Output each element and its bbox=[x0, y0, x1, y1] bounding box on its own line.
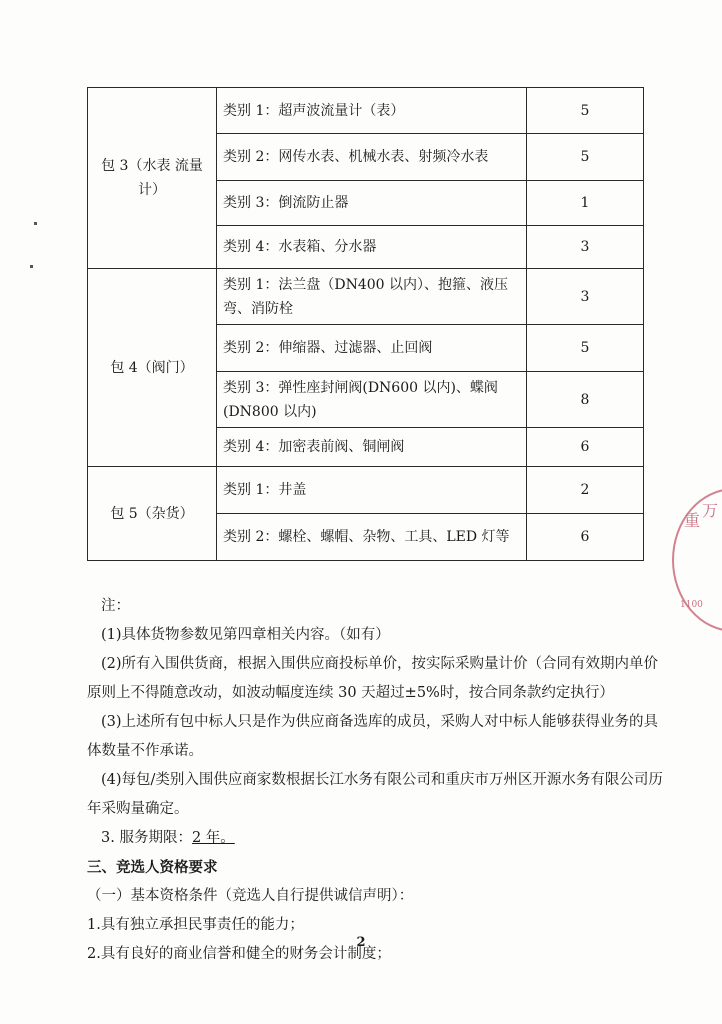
category-cell: 类别 1：法兰盘（DN400 以内）、抱箍、液压弯、消防栓 bbox=[217, 269, 527, 325]
count-cell: 5 bbox=[527, 88, 644, 134]
count-cell: 3 bbox=[527, 226, 644, 269]
seal-char: 万 bbox=[702, 501, 719, 520]
scan-speck bbox=[30, 265, 33, 268]
note-item: (2)所有入围供货商，根据入围供应商投标单价，按实际采购量计价（合同有效期内单价原则上不得随意改动，如波动幅度连续 30 天超过±5%时，按合同条款约定执行） bbox=[87, 656, 659, 701]
note-item: (4)每包/类别入围供应商家数根据长江水务有限公司和重庆市万州区开源水务有限公司历年采购量确定。 bbox=[87, 772, 663, 817]
package-name: 包 3（水表 流量计） bbox=[88, 88, 217, 269]
count-cell: 5 bbox=[527, 325, 644, 372]
count-cell: 5 bbox=[527, 134, 644, 181]
service-label: 3. 服务期限： bbox=[101, 830, 192, 846]
subsection-title: （一）基本资格条件（竞选人自行提供诚信声明）： bbox=[87, 888, 414, 904]
section-title: 三、竞选人资格要求 bbox=[87, 859, 218, 876]
seal-char: 重 bbox=[684, 511, 701, 530]
package-name: 包 4（阀门） bbox=[88, 269, 217, 467]
package-table bbox=[87, 87, 644, 561]
category-cell: 类别 3：弹性座封闸阀(DN600 以内)、蝶阀(DN800 以内) bbox=[217, 372, 527, 428]
count-cell: 8 bbox=[527, 372, 644, 428]
note-item: (1)具体货物参数见第四章相关内容。（如有） bbox=[101, 627, 390, 643]
count-cell: 6 bbox=[527, 428, 644, 467]
category-cell: 类别 4：加密表前阀、铜闸阀 bbox=[217, 428, 527, 467]
category-cell: 类别 3：倒流防止器 bbox=[217, 181, 527, 226]
page-number: 2 bbox=[356, 935, 366, 950]
count-cell: 6 bbox=[527, 514, 644, 561]
category-cell: 类别 1：超声波流量计（表） bbox=[217, 88, 527, 134]
service-period bbox=[87, 824, 667, 853]
category-cell: 类别 4：水表箱、分水器 bbox=[217, 226, 527, 269]
note-item: (3)上述所有包中标人只是作为供应商备选库的成员，采购人对中标人能够获得业务的具体数量不作承诺。 bbox=[87, 714, 659, 759]
category-cell: 类别 2：伸缩器、过滤器、止回阀 bbox=[217, 325, 527, 372]
requirement-item: 1.具有独立承担民事责任的能力； bbox=[87, 917, 304, 933]
count-cell: 2 bbox=[527, 467, 644, 514]
scan-speck bbox=[34, 222, 37, 225]
count-cell: 3 bbox=[527, 269, 644, 325]
notes-section bbox=[87, 592, 667, 969]
category-cell: 类别 2：网传水表、机械水表、射频冷水表 bbox=[217, 134, 527, 181]
table-row bbox=[88, 467, 644, 514]
category-cell: 类别 2：螺栓、螺帽、杂物、工具、LED 灯等 bbox=[217, 514, 527, 561]
category-cell: 类别 1：井盖 bbox=[217, 467, 527, 514]
service-value: 2 年。 bbox=[191, 830, 235, 846]
requirement-item: 2.具有良好的商业信誉和健全的财务会计制度； bbox=[87, 946, 391, 962]
seal-code: 1100 bbox=[680, 600, 703, 610]
notes-title: 注： bbox=[101, 598, 130, 614]
table-row bbox=[88, 269, 644, 325]
table-row bbox=[88, 88, 644, 134]
package-name: 包 5（杂货） bbox=[88, 467, 217, 561]
count-cell: 1 bbox=[527, 181, 644, 226]
official-seal bbox=[672, 488, 722, 632]
